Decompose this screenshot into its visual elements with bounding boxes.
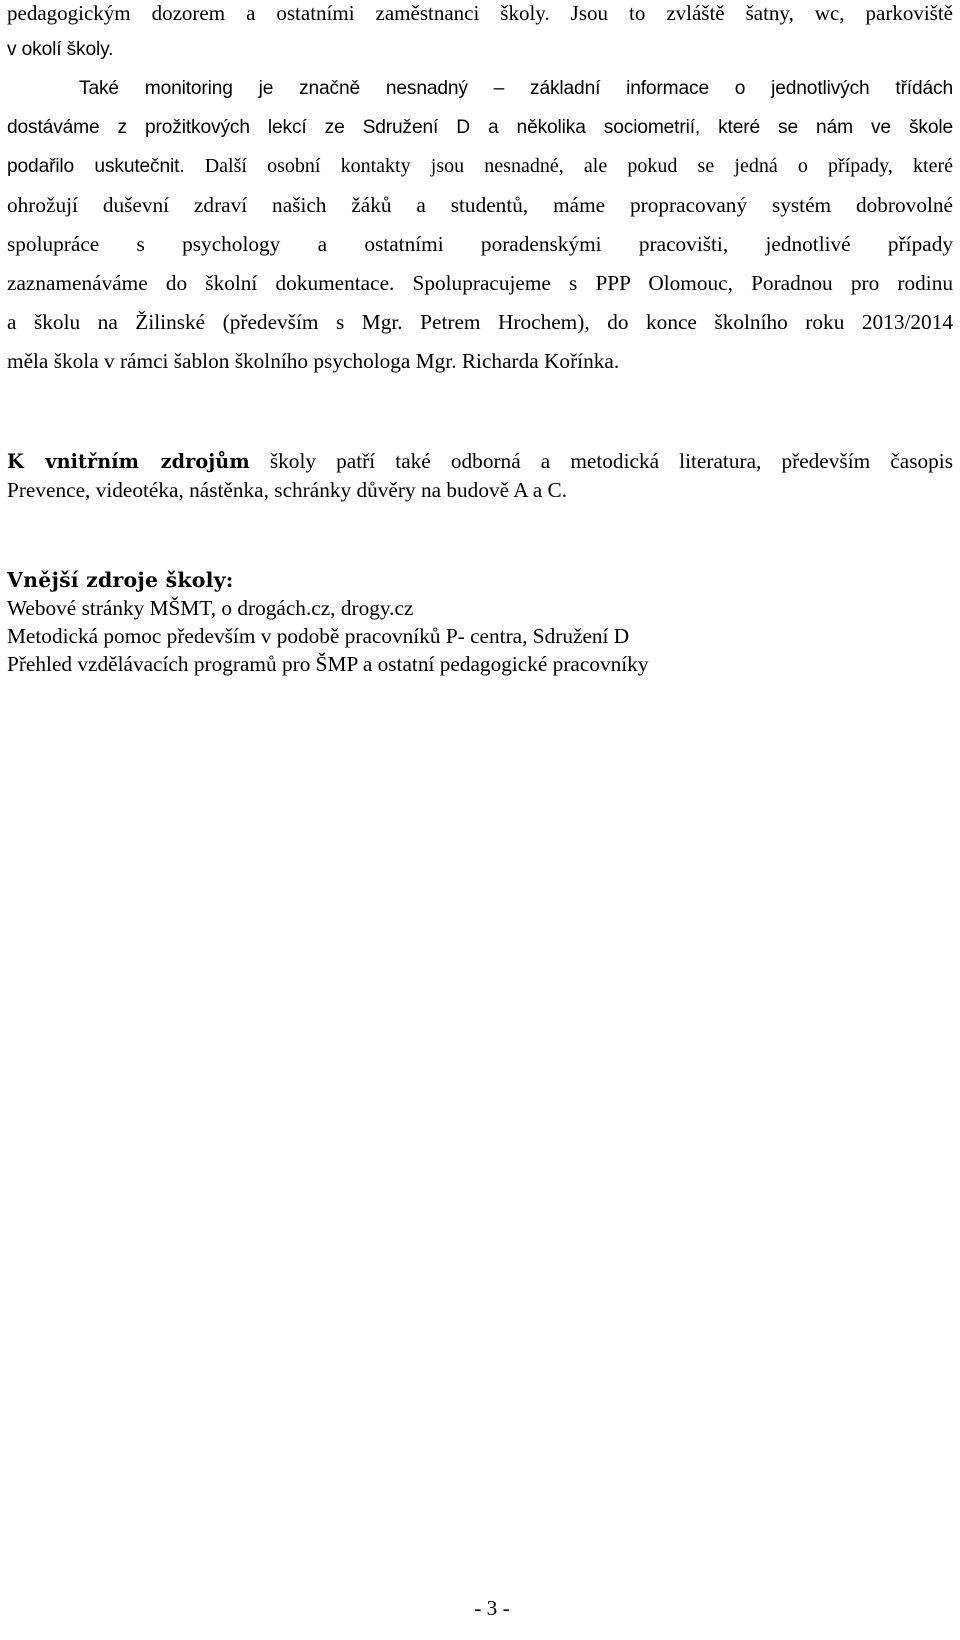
- top-paragraph: [7, 0, 953, 70]
- list-item: Přehled vzdělávacích programů pro ŠMP a ostatní pedagogické pracovníky: [7, 652, 649, 676]
- paragraph-line: spolupráce s psychology a ostatními poradenskými pracovišti, jednotlivé případy: [7, 232, 953, 256]
- paragraph-line: v okolí školy.: [7, 39, 114, 60]
- paragraph-line: a školu na Žilinské (především s Mgr. Petrem Hrochem), do konce školního roku 2013/2014: [7, 310, 953, 334]
- paragraph-line: zaznamenáváme do školní dokumentace. Spolupracujeme s PPP Olomouc, Poradnou pro rodinu: [7, 271, 953, 295]
- list-item: Metodická pomoc především v podobě pracovníků P- centra, Sdružení D: [7, 624, 630, 648]
- paragraph-line: [7, 147, 953, 186]
- page-number: - 3 -: [474, 1596, 510, 1620]
- monitoring-paragraph: [7, 69, 953, 381]
- internal-resources-paragraph: [7, 447, 953, 504]
- paragraph-line: dostáváme z prožitkových lekcí ze Sdružení D a několika sociometrií, které se nám ve škole: [7, 117, 953, 138]
- paragraph-line: měla škola v rámci šablon školního psychologa Mgr. Richarda Kořínka.: [7, 349, 620, 373]
- paragraph-line: [7, 447, 953, 476]
- paragraph-line: ohrožují duševní zdraví našich žáků a studentů, máme propracovaný systém dobrovolné: [7, 193, 953, 217]
- internal-resources-label: K vnitřním zdrojům: [7, 450, 250, 473]
- paragraph-fragment: školy patří také odborná a metodická literatura, především časopis: [249, 449, 953, 473]
- external-resources-section: [7, 566, 953, 678]
- section-heading: Vnější zdroje školy:: [7, 568, 234, 592]
- list-item: Webové stránky MŠMT, o drogách.cz, drogy.cz: [7, 596, 414, 620]
- paragraph-line: pedagogickým dozorem a ostatními zaměstnanci školy. Jsou to zvláště šatny, wc, parkoviště: [7, 1, 953, 25]
- paragraph-line: Prevence, videotéka, nástěnka, schránky důvěry na budově A a C.: [7, 478, 568, 502]
- paragraph-fragment: Další osobní kontakty jsou nesnadné, ale pokud se jedná o případy, které: [184, 155, 953, 177]
- paragraph-fragment: podařilo uskutečnit.: [7, 156, 185, 177]
- paragraph-line: Také monitoring je značně nesnadný – základní informace o jednotlivých třídách: [79, 78, 953, 99]
